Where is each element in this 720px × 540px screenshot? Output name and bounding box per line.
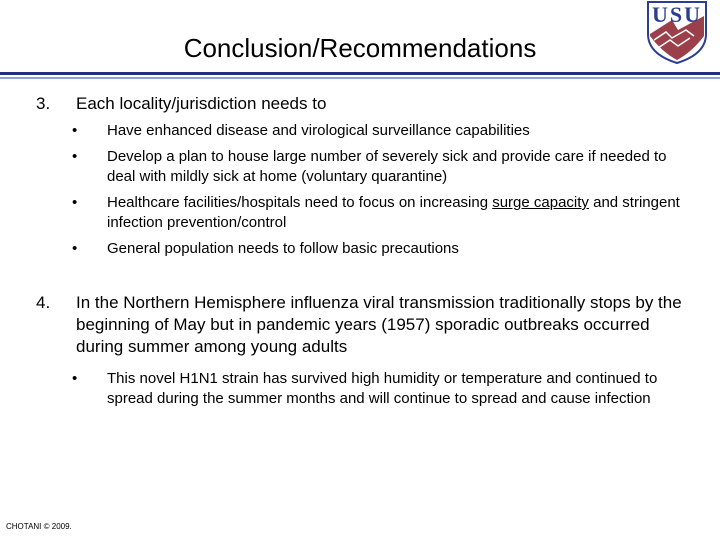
surge-capacity-emphasis: surge capacity [492,194,589,211]
bullet-icon: • [72,122,78,139]
bullet-text: Develop a plan to house large number of severely sick and provide care if needed to deal with mildly sick at home (voluntary quarantine) [107,148,667,185]
title-divider-accent [0,77,720,79]
bullet-icon: • [72,148,78,165]
logo-letters: USU [651,2,703,27]
bullet-text: General population needs to follow basic precautions [107,240,459,257]
bullet-icon: • [72,240,78,257]
title-divider [0,72,720,75]
bullet-text [107,193,697,233]
bullet-text-part: and stringent infection prevention/control [107,194,680,231]
item-number: 3. [36,94,51,113]
item-number: 4. [36,293,51,312]
bullet-text: Have enhanced disease and virological surveillance capabilities [107,122,530,139]
bullet-icon: • [72,194,78,211]
slide-title: Conclusion/Recommendations [183,33,537,63]
item-text: Each locality/jurisdiction needs to [76,94,327,113]
item-text: In the Northern Hemisphere influenza viral transmission traditionally stops by the beginning of May but in pandemic years (1957) sporadic outbreaks occurred during summer among young adults [76,293,682,356]
copyright-footer: CHOTANI © 2009. [6,522,72,531]
bullet-text-part: Healthcare facilities/hospitals need to focus on increasing [107,194,493,211]
usu-logo [642,0,712,64]
bullet-icon: • [72,370,78,387]
bullet-text: This novel H1N1 strain has survived high humidity or temperature and continued to spread during the summer months and will continue to spread and cause infection [107,370,658,407]
